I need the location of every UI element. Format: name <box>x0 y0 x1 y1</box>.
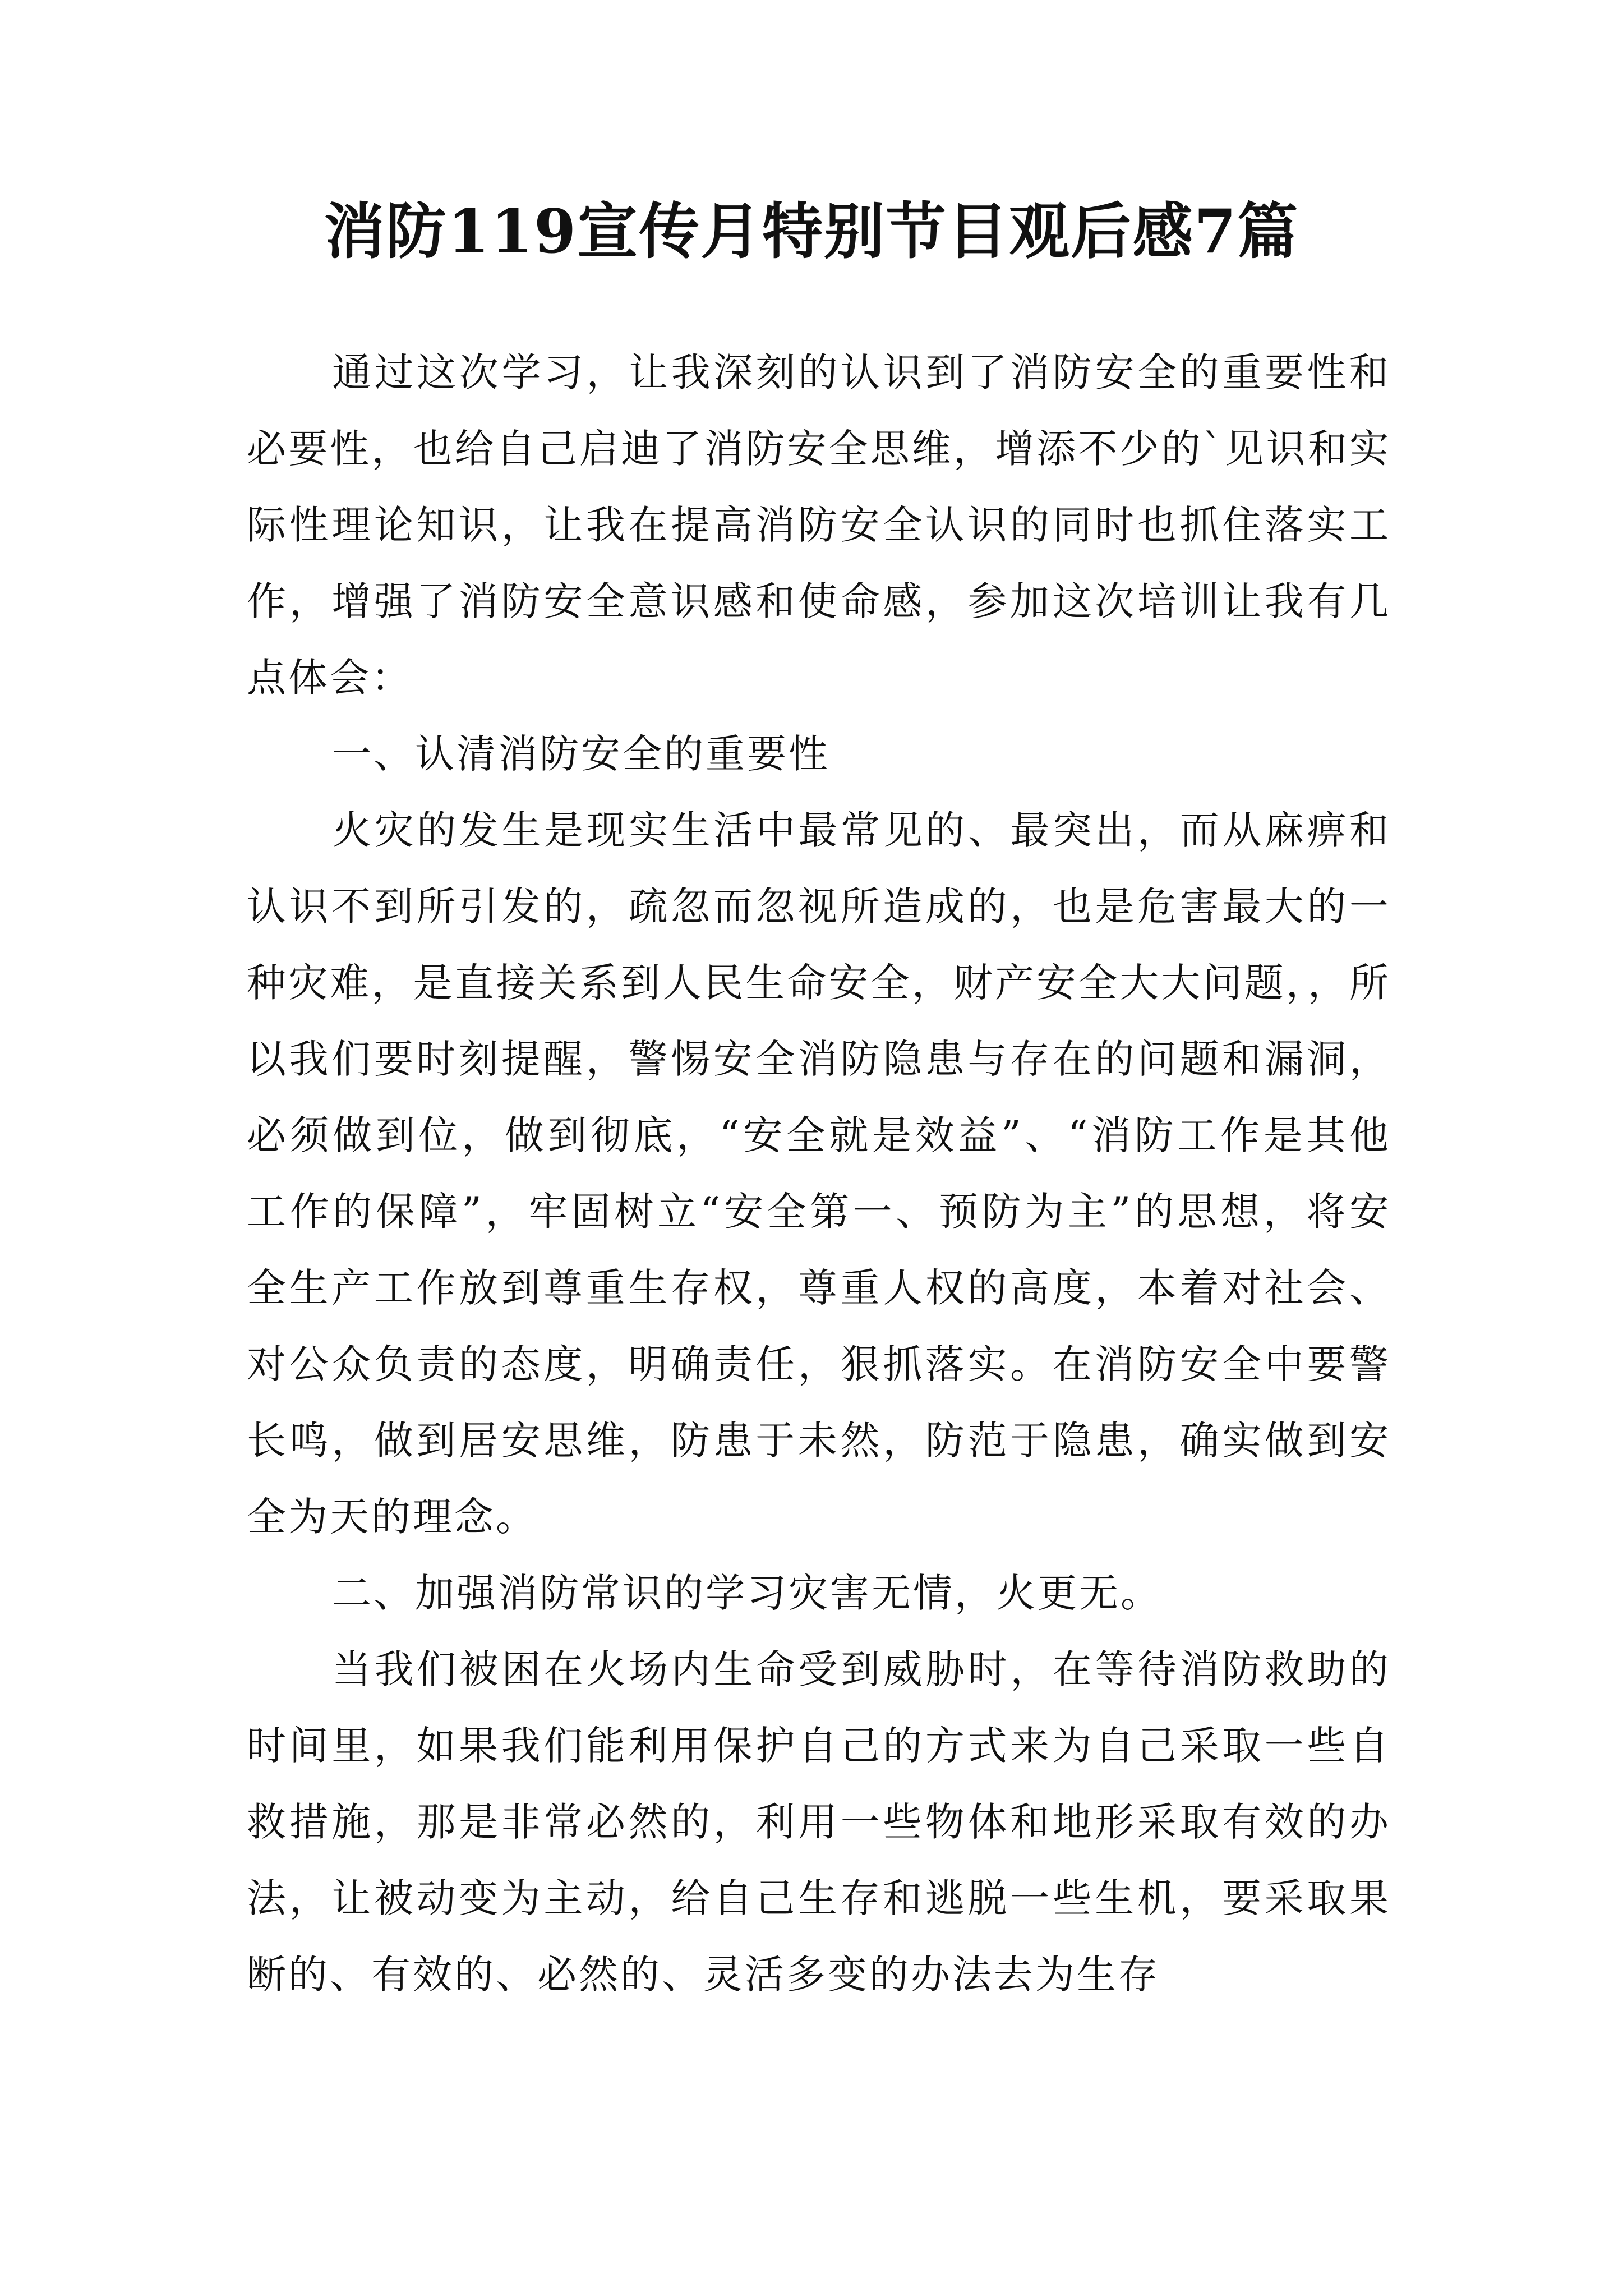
paragraph-section-2: 当我们被困在火场内生命受到威胁时，在等待消防救助的时间里，如果我们能利用保护自己的方式来为自己采取一些自救措施，那是非常必然的，利用一些物体和地形采取有效的办法，让被动变为主动，给自己生存和逃脱一些生机，要采取果断的、有效的、必然的、灵活多变的办法去为生存 <box>247 1646 1391 1998</box>
document-title: 消防119宣传月特别节目观后感7篇 <box>324 196 1299 267</box>
section-heading-2: 二、加强消防常识的学习灾害无情，火更无。 <box>332 1570 1162 1616</box>
paragraph-section-1: 火灾的发生是现实生活中最常见的、最突出，而从麻痹和认识不到所引发的，疏忽而忽视所造成的，也是危害最大的一种灾难，是直接关系到人民生命安全，财产安全大大问题，，所以我们要时刻提醒，警惕安全消防隐患与存在的问题和漏洞，必须做到位，做到彻底，“安全就是效益”、“消防工作是其他工作的保障”，牢固树立“安全第一、预防为主”的思想，将安全生产工作放到尊重生存权，尊重人权的高度，本着对社会、对公众负责的态度，明确责任，狠抓落实。在消防安全中要警长鸣，做到居安思维，防患于未然，防范于隐患，确实做到安全为天的理念。 <box>247 807 1391 1540</box>
paragraph-intro: 通过这次学习，让我深刻的认识到了消防安全的重要性和必要性，也给自己启迪了消防安全思维，增添不少的`见识和实际性理论知识，让我在提高消防安全认识的同时也抓住落实工作，增强了消防安全意识感和使命感，参加这次培训让我有几点体会： <box>247 349 1391 701</box>
section-heading-1: 一、认清消防安全的重要性 <box>332 731 830 777</box>
document-body <box>247 334 1391 2013</box>
